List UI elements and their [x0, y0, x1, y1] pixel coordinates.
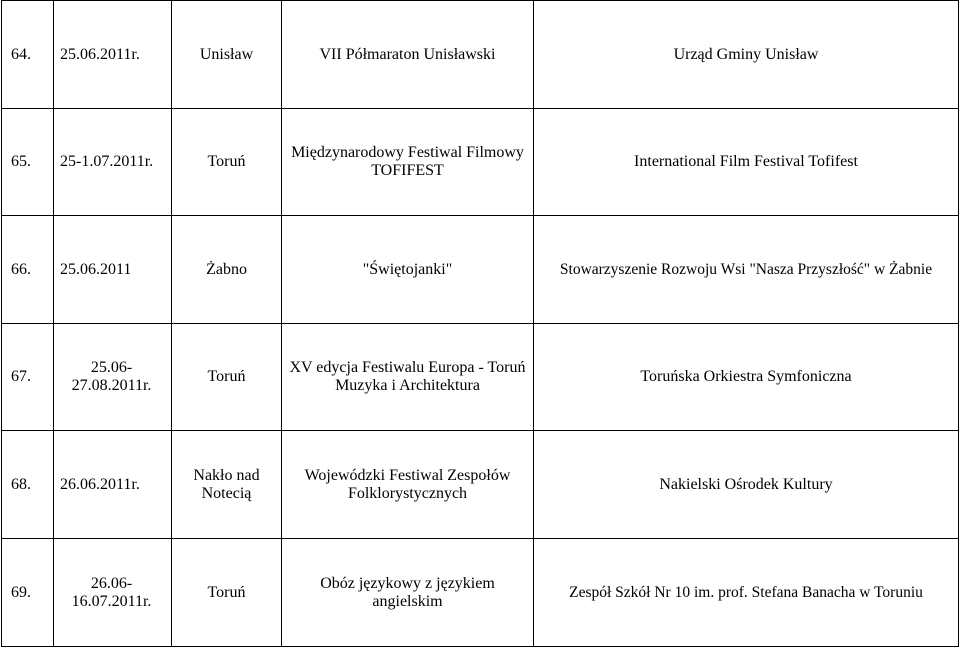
row-date: 26.06.2011r. — [54, 431, 172, 539]
row-date: 25.06- 27.08.2011r. — [54, 324, 172, 431]
row-event: XV edycja Festiwalu Europa - Toruń Muzyka i Architektura — [282, 324, 534, 431]
row-event: Obóz językowy z językiem angielskim — [282, 539, 534, 647]
row-number: 64. — [2, 1, 54, 109]
row-date: 26.06- 16.07.2011r. — [54, 539, 172, 647]
row-place: Żabno — [172, 216, 282, 324]
row-organizer: Toruńska Orkiestra Symfoniczna — [534, 324, 959, 431]
row-event: Wojewódzki Festiwal Zespołów Folklorystycznych — [282, 431, 534, 539]
row-date: 25.06.2011 — [54, 216, 172, 324]
row-event: VII Półmaraton Unisławski — [282, 1, 534, 109]
row-organizer: Stowarzyszenie Rozwoju Wsi "Nasza Przyszłość" w Żabnie — [534, 216, 959, 324]
table-row — [2, 1, 959, 109]
row-number: 69. — [2, 539, 54, 647]
row-organizer: Urząd Gminy Unisław — [534, 1, 959, 109]
row-date: 25.06.2011r. — [54, 1, 172, 109]
events-table — [1, 0, 959, 647]
table-row — [2, 109, 959, 216]
row-place: Unisław — [172, 1, 282, 109]
table-row — [2, 216, 959, 324]
row-organizer: Nakielski Ośrodek Kultury — [534, 431, 959, 539]
row-number: 67. — [2, 324, 54, 431]
row-number: 66. — [2, 216, 54, 324]
table-row — [2, 431, 959, 539]
row-place: Toruń — [172, 324, 282, 431]
row-place: Nakło nad Notecią — [172, 431, 282, 539]
row-place: Toruń — [172, 539, 282, 647]
row-number: 68. — [2, 431, 54, 539]
row-event: "Świętojanki" — [282, 216, 534, 324]
row-place: Toruń — [172, 109, 282, 216]
row-organizer: Zespół Szkół Nr 10 im. prof. Stefana Banacha w Toruniu — [534, 539, 959, 647]
table-row — [2, 324, 959, 431]
table-row — [2, 539, 959, 647]
row-event: Międzynarodowy Festiwal Filmowy TOFIFEST — [282, 109, 534, 216]
row-organizer: International Film Festival Tofifest — [534, 109, 959, 216]
row-date: 25-1.07.2011r. — [54, 109, 172, 216]
row-number: 65. — [2, 109, 54, 216]
